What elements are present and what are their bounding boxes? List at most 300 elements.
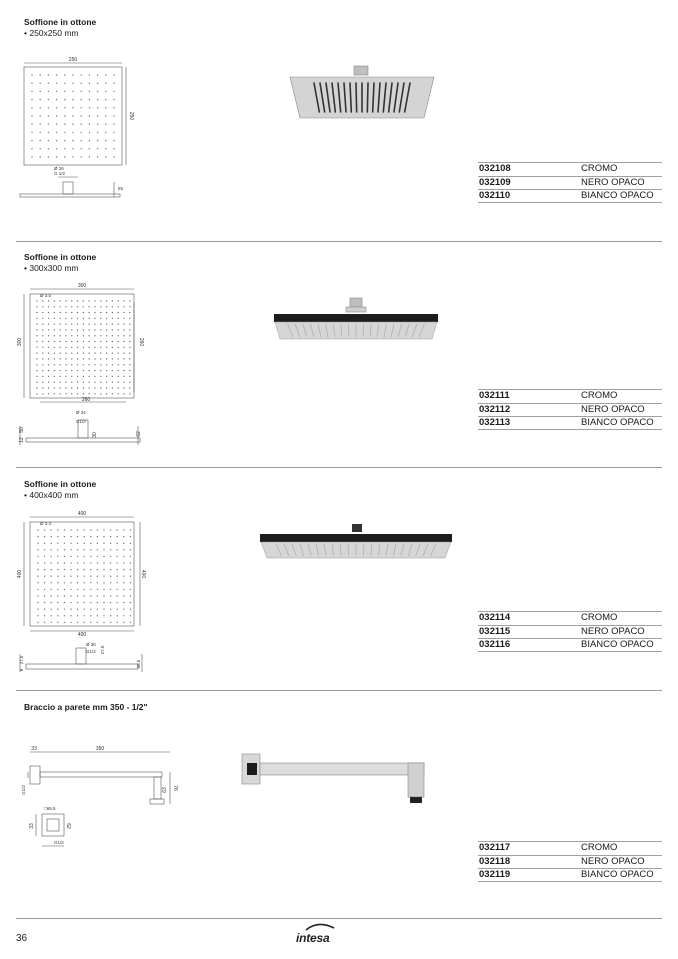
nozzle-dot [48,306,49,307]
nozzle-dot [70,582,71,583]
nozzle-dot [44,543,45,544]
dim-width-2: 400 [77,632,87,638]
nozzle-dot [110,602,111,603]
nozzle-dot [48,91,49,92]
nozzle-dot [106,370,107,371]
nozzle-dot [64,549,65,550]
nozzle-dot [112,353,113,354]
nozzle-dot [97,622,98,623]
nozzle-dot [106,376,107,377]
nozzle-dot [130,582,131,583]
section-3-code-table [478,611,662,652]
nozzle-dot [77,569,78,570]
nozzle-dot [83,341,84,342]
nozzle-dot [37,609,38,610]
dim-thread: G1/2 [86,649,96,654]
nozzle-dot [89,382,90,383]
nozzle-dot [84,582,85,583]
nozzle-dot [71,324,72,325]
nozzle-dot [113,140,114,141]
nozzle-dot [44,622,45,623]
nozzle-dot [100,335,101,336]
nozzle-dot [118,370,119,371]
table-row [478,416,662,430]
nozzle-dot [117,549,118,550]
nozzle-dot [84,556,85,557]
dim-e: 76 [172,785,178,791]
nozzle-dot [97,107,98,108]
nozzle-dot [51,556,52,557]
nozzle-dot [36,358,37,359]
nozzle-dot [42,312,43,313]
nozzle-dot [89,387,90,388]
nozzle-dot [65,324,66,325]
nozzle-dot [130,549,131,550]
nozzle-dot [57,615,58,616]
nozzle-dot [64,107,65,108]
nozzle-dot [60,335,61,336]
nozzle-dot [123,582,124,583]
section-2-title: Soffione in ottone [24,252,97,262]
nozzle-dot [54,358,55,359]
nozzle-dot [110,562,111,563]
product-code: 032114 [479,612,511,623]
nozzle-dot [130,602,131,603]
nozzle-dot [37,602,38,603]
nozzle-dot [89,335,90,336]
nozzle-dot [54,353,55,354]
nozzle-dot [89,306,90,307]
nozzle-dot [97,99,98,100]
nozzle-dot [97,609,98,610]
nozzle-dot [94,318,95,319]
nozzle-dot [100,376,101,377]
nozzle-dot [31,99,32,100]
nozzle-dot [123,347,124,348]
nozzle-dot [60,324,61,325]
nozzle-dot [64,543,65,544]
nozzle-dot [90,602,91,603]
nozzle-dot [77,312,78,313]
nozzle-dot [42,382,43,383]
product-color: CROMO [581,390,618,401]
nozzle-dot [77,615,78,616]
nozzle-dot [42,387,43,388]
dim-inner-height: 260 [138,337,144,347]
nozzle-dot [60,347,61,348]
nozzle-dot [113,99,114,100]
nozzle-dot [100,306,101,307]
nozzle-dot [118,329,119,330]
nozzle-dot [40,115,41,116]
product-color: NERO OPACO [581,176,645,188]
nozzle-dot [31,107,32,108]
section-4-code-table [478,841,662,882]
nozzle-dot [31,83,32,84]
nozzle-dot [83,376,84,377]
nozzle-dot [110,595,111,596]
nozzle-dot [103,529,104,530]
nozzle-dot [89,124,90,125]
nozzle-dot [129,306,130,307]
nozzle-dot [105,140,106,141]
nozzle-dot [56,91,57,92]
nozzle-dot [89,324,90,325]
dim-height: 300 [17,337,23,347]
nozzle-dot [84,536,85,537]
nozzle-dot [54,306,55,307]
nozzle-dot [84,615,85,616]
nozzle-dot [103,582,104,583]
nozzle-dot [77,335,78,336]
nozzle-dot [54,341,55,342]
dim-d: 63 [162,787,168,793]
nozzle-dot [36,353,37,354]
product-code: 032109 [479,176,511,188]
nozzle-dot [123,576,124,577]
nozzle-dot [117,595,118,596]
nozzle-dot [90,569,91,570]
nozzle-dot [118,353,119,354]
nozzle-dot [123,602,124,603]
product-color: CROMO [581,612,618,623]
nozzle-dot [94,382,95,383]
nozzle-dot [105,124,106,125]
nozzle-dot [83,318,84,319]
nozzle-dot [129,318,130,319]
nozzle-dot [83,312,84,313]
nozzle-dot [89,300,90,301]
nozzle-dot [83,382,84,383]
nozzle-dot [81,83,82,84]
nozzle-dot [77,393,78,394]
nozzle-dot [129,370,130,371]
nozzle-dot [37,595,38,596]
nozzle-dot [105,148,106,149]
nozzle-dot [89,347,90,348]
nozzle-dot [37,622,38,623]
nozzle-dot [100,318,101,319]
nozzle-dot [123,306,124,307]
nozzle-dot [42,341,43,342]
nozzle-dot [44,595,45,596]
nozzle-dot [64,602,65,603]
dim-inner-width: 260 [81,397,91,403]
section-4-product-photo [240,752,428,804]
nozzle-dot [112,364,113,365]
nozzle-dot [106,364,107,365]
section-1-product-photo [288,64,438,122]
nozzle-dot [36,329,37,330]
nozzle-dot [77,536,78,537]
nozzle-dot [77,529,78,530]
product-color: BIANCO OPACO [581,639,654,650]
nozzle-dot [77,347,78,348]
nozzle-dot [48,83,49,84]
nozzle-dot [97,595,98,596]
dim-width: 300 [77,283,87,289]
nozzle-dot [77,376,78,377]
nozzle-dot [36,324,37,325]
nozzle-dot [117,589,118,590]
nozzle-dot [123,556,124,557]
nozzle-dot [84,602,85,603]
nozzle-dot [117,529,118,530]
nozzle-dot [103,536,104,537]
nozzle-dot [84,589,85,590]
nozzle-dot [42,353,43,354]
nozzle-dot [123,589,124,590]
nozzle-dot [54,300,55,301]
nozzle-dot [44,549,45,550]
nozzle-dot [117,543,118,544]
nozzle-dot [100,358,101,359]
nozzle-dot [51,549,52,550]
nozzle-row [367,83,368,112]
nozzle-dot [56,148,57,149]
nozzle-dot [112,387,113,388]
nozzle-dot [65,370,66,371]
nozzle-dot [40,91,41,92]
nozzle-dot [112,358,113,359]
nozzle-dot [110,549,111,550]
nozzle-dot [60,329,61,330]
nozzle-dot [48,358,49,359]
nozzle-dot [71,364,72,365]
nozzle-dot [71,318,72,319]
nozzle-dot [118,300,119,301]
nozzle-dot [117,615,118,616]
nozzle-dot [97,91,98,92]
dim-height-3: 36.5 [136,659,141,669]
nozzle-dot [77,387,78,388]
nozzle-dot [64,609,65,610]
nozzle-dot [72,83,73,84]
nozzle-dot [48,140,49,141]
nozzle-dot [118,341,119,342]
nozzle-dot [123,393,124,394]
nozzle-dot [130,576,131,577]
nozzle-dot [123,382,124,383]
nozzle-dot [57,595,58,596]
nozzle-dot [103,562,104,563]
nozzle-dot [54,318,55,319]
nozzle-dot [100,364,101,365]
nozzle-dot [36,335,37,336]
nozzle-dot [36,376,37,377]
nozzle-dot [48,99,49,100]
nozzle-dot [48,318,49,319]
nozzle-dot [90,622,91,623]
nozzle-dot [37,589,38,590]
nozzle-dot [94,312,95,313]
nozzle-dot [83,393,84,394]
section-1-subtitle: • 250x250 mm [24,28,79,38]
nozzle-dot [130,622,131,623]
nozzle-dot [123,329,124,330]
nozzle-dot [89,91,90,92]
nozzle-dot [57,569,58,570]
nozzle-dot [60,387,61,388]
nozzle-dot [64,99,65,100]
nozzle-dot [83,329,84,330]
table-row [478,611,662,625]
dim-height-3: 12 [19,437,25,443]
nozzle-dot [81,107,82,108]
nozzle-dot [57,543,58,544]
nozzle-dot [105,115,106,116]
nozzle-dot [106,393,107,394]
nozzle-dot [48,382,49,383]
nozzle-dot [77,353,78,354]
dim-height-5: 27.5 [19,655,24,665]
nozzle-dot [72,107,73,108]
nozzle-dot [105,74,106,75]
table-row [478,176,662,190]
nozzle-dot [71,382,72,383]
nozzle-dot [31,148,32,149]
dim-height: 400 [17,569,23,579]
nozzle-dot [90,536,91,537]
nozzle-dot [48,364,49,365]
nozzle-dot [105,132,106,133]
nozzle-dot [97,132,98,133]
nozzle-dot [81,132,82,133]
nozzle-dot [40,148,41,149]
nozzle-dot [110,536,111,537]
nozzle-dot [44,576,45,577]
nozzle-dot [112,300,113,301]
dim-height-1: 30 [92,432,98,438]
nozzle-dot [51,615,52,616]
nozzle-dot [103,556,104,557]
nozzle-dot [54,370,55,371]
nozzle-dot [106,347,107,348]
nozzle-dot [57,562,58,563]
nozzle-dot [65,364,66,365]
nozzle-dot [89,358,90,359]
nozzle-dot [40,107,41,108]
nozzle-dot [103,595,104,596]
nozzle-dot [37,615,38,616]
nozzle-dot [44,602,45,603]
nozzle-dot [100,382,101,383]
nozzle-dot [71,347,72,348]
nozzle-dot [64,622,65,623]
dim-a: 33 [31,746,37,752]
nozzle-dot [37,549,38,550]
nozzle-dot [112,341,113,342]
section-3-subtitle: • 400x400 mm [24,490,79,500]
section-2-code-table [478,389,662,430]
nozzle-dot [57,536,58,537]
nozzle-dot [57,622,58,623]
table-row [478,625,662,639]
nozzle-dot [112,335,113,336]
nozzle-dot [97,562,98,563]
nozzle-dot [130,615,131,616]
nozzle-dot [106,358,107,359]
table-row [478,638,662,652]
nozzle-dot [94,300,95,301]
dim-diameter: Ø 34 [76,410,86,415]
nozzle-dot [36,306,37,307]
nozzle-dot [123,341,124,342]
nozzle-dot [112,347,113,348]
nozzle-dot [129,324,130,325]
nozzle-dot [97,569,98,570]
nozzle-dot [83,300,84,301]
nozzle-dot [84,543,85,544]
nozzle-dot [97,83,98,84]
nozzle-dot [103,609,104,610]
dim-height-2: 400 [140,569,146,579]
nozzle-dot [106,353,107,354]
nozzle-row [356,83,357,112]
nozzle-dot [112,318,113,319]
nozzle-dot [81,148,82,149]
product-code: 032115 [479,625,511,637]
nozzle-dot [83,306,84,307]
nozzle-dot [103,602,104,603]
nozzle-dot [48,124,49,125]
nozzle-dot [72,74,73,75]
nozzle-dot [117,576,118,577]
nozzle-dot [44,615,45,616]
dim-width: 400 [77,511,87,517]
nozzle-dot [89,329,90,330]
nozzle-dot [90,556,91,557]
nozzle-dot [123,622,124,623]
nozzle-dot [113,83,114,84]
nozzle-dot [40,140,41,141]
nozzle-dot [36,347,37,348]
nozzle-dot [89,107,90,108]
nozzle-dot [105,156,106,157]
dim-thread: G 1/2 [54,171,66,176]
nozzle-dot [100,300,101,301]
nozzle-dot [60,358,61,359]
nozzle-dot [60,376,61,377]
dim-hole: Ø 3.3 [40,521,52,526]
section-2-subtitle: • 300x300 mm [24,263,79,273]
dim-c: G1/2 [21,785,26,795]
nozzle-dot [123,595,124,596]
nozzle-dot [105,91,106,92]
nozzle-dot [81,124,82,125]
nozzle-dot [90,562,91,563]
section-3-title: Soffione in ottone [24,479,97,489]
nozzle-dot [81,91,82,92]
nozzle-dot [123,318,124,319]
nozzle-dot [89,156,90,157]
nozzle-dot [37,569,38,570]
nozzle-dot [65,376,66,377]
nozzle-dot [94,353,95,354]
nozzle-dot [100,370,101,371]
nozzle-dot [84,609,85,610]
nozzle-dot [70,595,71,596]
nozzle-dot [100,393,101,394]
dim-i: G1/2 [54,840,64,845]
nozzle-dot [117,556,118,557]
nozzle-dot [83,364,84,365]
nozzle-dot [60,370,61,371]
nozzle-dot [81,156,82,157]
nozzle-dot [97,576,98,577]
nozzle-dot [70,609,71,610]
nozzle-dot [118,393,119,394]
